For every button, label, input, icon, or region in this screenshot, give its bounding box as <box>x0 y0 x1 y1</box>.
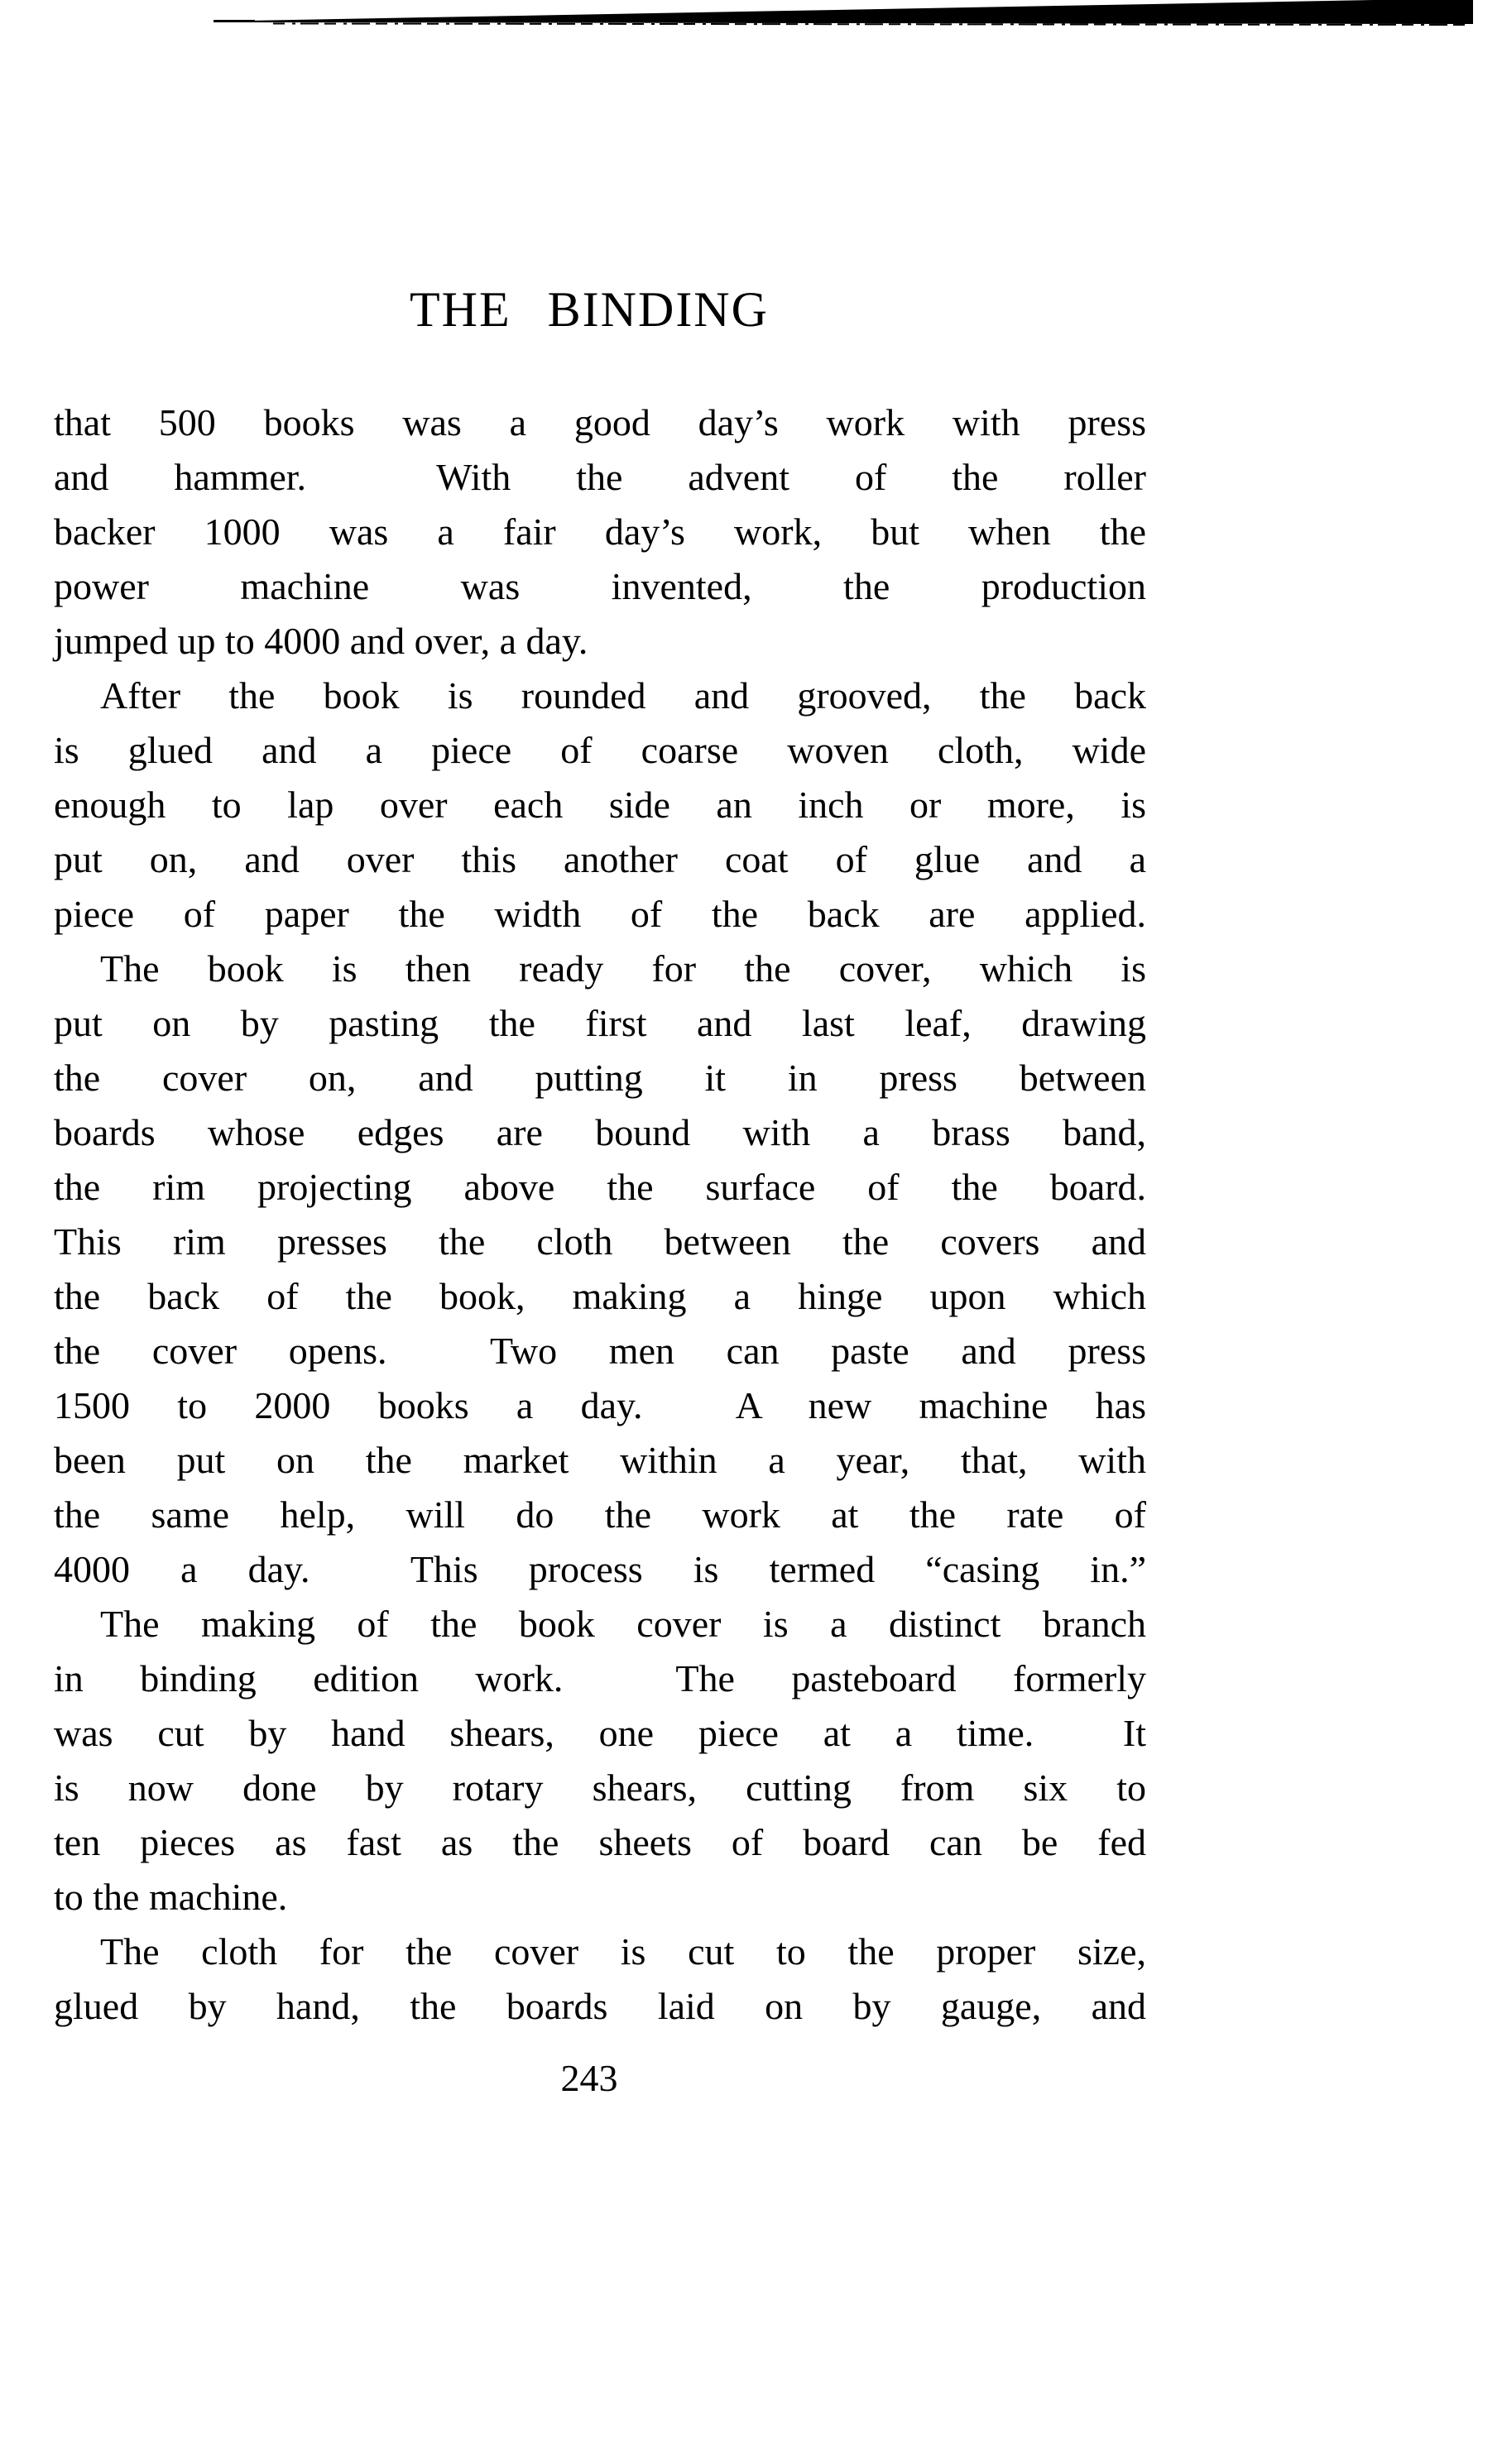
text-line: This rim presses the cloth between the covers and <box>54 1220 1146 1263</box>
paragraph <box>54 942 1146 1597</box>
paragraph <box>54 669 1146 942</box>
text-line: and hammer. With the advent of the roller <box>54 456 1146 498</box>
scan-artifact-wedge <box>0 0 1502 36</box>
text-line: 1500 to 2000 books a day. A new machine has <box>54 1384 1146 1426</box>
text-line: power machine was invented, the production <box>54 565 1146 607</box>
text-line: to the machine. <box>54 1876 288 1918</box>
page-number: 243 <box>560 2057 618 2099</box>
text-line: 4000 a day. This process is termed “casing in.” <box>54 1548 1146 1590</box>
text-line: the cover opens. Two men can paste and press <box>54 1330 1146 1372</box>
text-line: The cloth for the cover is cut to the proper size, <box>100 1930 1146 1973</box>
text-line: The making of the book cover is a distinct branch <box>100 1603 1146 1645</box>
text-line: ten pieces as fast as the sheets of board can be fed <box>54 1821 1146 1863</box>
paragraph <box>54 1925 1146 2034</box>
text-line: put on by pasting the first and last leaf, drawing <box>54 1002 1146 1044</box>
paragraph <box>54 395 1146 669</box>
paragraph <box>54 1597 1146 1925</box>
text-line: in binding edition work. The pasteboard formerly <box>54 1657 1146 1699</box>
text-line: was cut by hand shears, one piece at a time. It <box>54 1712 1146 1754</box>
text-line: The book is then ready for the cover, which is <box>100 947 1146 990</box>
text-line: the cover on, and putting it in press between <box>54 1057 1146 1099</box>
text-line: After the book is rounded and grooved, the back <box>100 674 1146 717</box>
text-line: is now done by rotary shears, cutting from six to <box>54 1767 1146 1809</box>
page-title: THE BINDING <box>410 282 769 337</box>
text-line: enough to lap over each side an inch or more, is <box>54 784 1146 826</box>
text-line: that 500 books was a good day’s work with press <box>54 401 1146 443</box>
text-line: is glued and a piece of coarse woven cloth, wide <box>54 729 1146 771</box>
text-line: glued by hand, the boards laid on by gauge, and <box>54 1985 1146 2027</box>
text-line: jumped up to 4000 and over, a day. <box>54 620 588 662</box>
text-line: the rim projecting above the surface of the board. <box>54 1166 1146 1208</box>
text-line: backer 1000 was a fair day’s work, but when the <box>54 511 1146 553</box>
text-line: been put on the market within a year, that, with <box>54 1439 1146 1481</box>
text-line: boards whose edges are bound with a brass band, <box>54 1111 1146 1153</box>
text-line: put on, and over this another coat of glue and a <box>54 838 1146 880</box>
text-line: the back of the book, making a hinge upon which <box>54 1275 1146 1317</box>
page-body <box>54 395 1146 2034</box>
text-line: the same help, will do the work at the rate of <box>54 1493 1146 1536</box>
text-line: piece of paper the width of the back are applied. <box>54 893 1146 935</box>
